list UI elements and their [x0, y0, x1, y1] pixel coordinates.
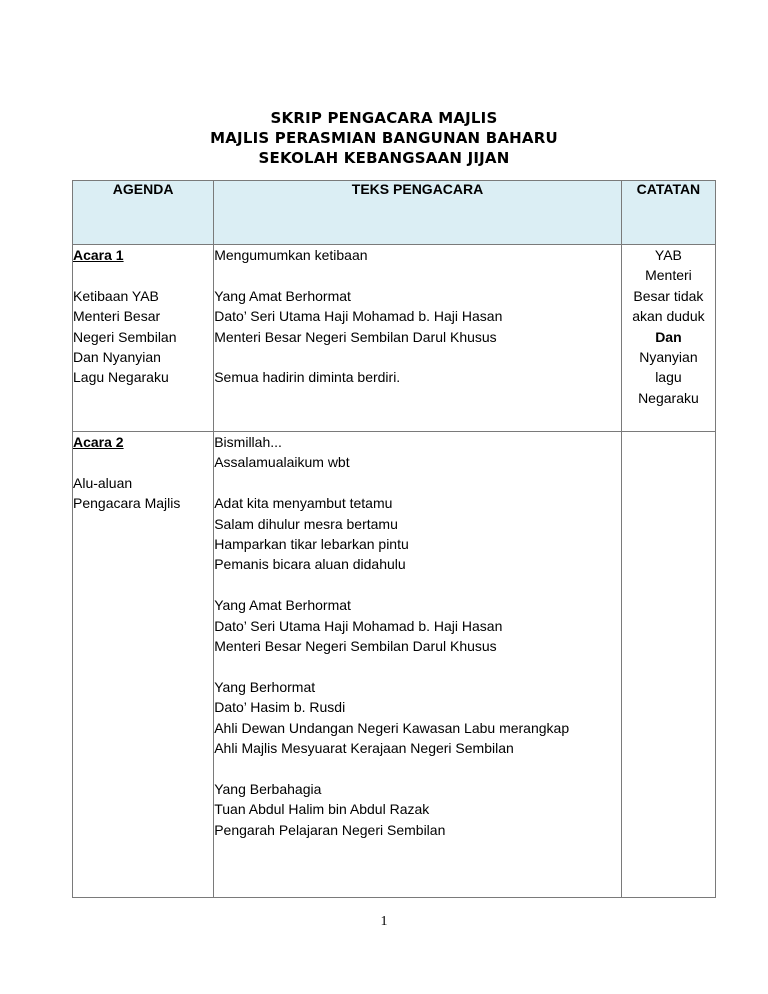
script-line: Assalamualaikum wbt	[214, 454, 350, 471]
note-line: lagu	[655, 369, 682, 386]
script-line: Menteri Besar Negeri Sembilan Darul Khusus	[214, 328, 497, 345]
agenda-line: Ketibaan YAB	[73, 287, 159, 304]
table-row-acara-2	[73, 432, 716, 898]
note-line: akan duduk	[632, 308, 705, 325]
script-line: Ahli Dewan Undangan Negeri Kawasan Labu merangkap	[214, 719, 570, 736]
agenda-cell	[73, 245, 214, 432]
table-header-row	[73, 181, 716, 245]
script-line: Adat kita menyambut tetamu	[214, 495, 393, 512]
script-line: Ahli Majlis Mesyuarat Kerajaan Negeri Sembilan	[214, 740, 514, 757]
script-line: Yang Amat Berhormat	[214, 287, 351, 304]
document-title	[0, 108, 768, 168]
script-line: Menteri Besar Negeri Sembilan Darul Khusus	[214, 638, 497, 655]
script-line: Yang Amat Berhormat	[214, 597, 351, 614]
script-text-cell	[214, 245, 622, 432]
title-line-1: SKRIP PENGACARA MAJLIS	[270, 109, 498, 127]
script-line: Yang Berbahagia	[214, 780, 322, 797]
script-line: Pemanis bicara aluan didahulu	[214, 556, 406, 573]
column-header-catatan: CATATAN	[621, 181, 715, 245]
script-line: Dato’ Seri Utama Haji Mohamad b. Haji Hasan	[214, 308, 503, 325]
agenda-line: Alu-aluan	[73, 474, 133, 491]
agenda-cell	[73, 432, 214, 898]
table-row-acara-1	[73, 245, 716, 432]
agenda-line: Menteri Besar	[73, 308, 161, 325]
notes-cell	[621, 432, 715, 898]
agenda-line: Pengacara Majlis	[73, 495, 181, 512]
script-line: Semua hadirin diminta berdiri.	[214, 369, 401, 386]
script-line: Dato’ Seri Utama Haji Mohamad b. Haji Hasan	[214, 617, 503, 634]
title-line-3: SEKOLAH KEBANGSAAN JIJAN	[258, 149, 510, 167]
script-line: Mengumumkan ketibaan	[214, 247, 368, 263]
page-number: 1	[380, 914, 388, 929]
column-header-teks-pengacara: TEKS PENGACARA	[214, 181, 622, 245]
title-line-2: MAJLIS PERASMIAN BANGUNAN BAHARU	[210, 129, 558, 147]
agenda-table	[72, 180, 716, 898]
note-line: Menteri	[645, 267, 692, 284]
script-line: Tuan Abdul Halim bin Abdul Razak	[214, 801, 430, 818]
notes-cell	[621, 245, 715, 432]
note-line: Dan	[655, 328, 682, 345]
note-line: YAB	[654, 247, 682, 263]
note-line: Besar tidak	[633, 287, 704, 304]
script-line: Dato’ Hasim b. Rusdi	[214, 699, 346, 716]
script-line: Pengarah Pelajaran Negeri Sembilan	[214, 821, 446, 838]
acara-label: Acara 2	[73, 434, 124, 450]
column-header-agenda: AGENDA	[73, 181, 214, 245]
acara-label: Acara 1	[73, 247, 124, 263]
script-line: Bismillah...	[214, 434, 282, 450]
agenda-line: Dan Nyanyian	[73, 349, 161, 366]
note-line: Negaraku	[638, 389, 699, 406]
script-line: Salam dihulur mesra bertamu	[214, 515, 398, 532]
script-line: Hamparkan tikar lebarkan pintu	[214, 536, 409, 553]
agenda-line: Negeri Sembilan	[73, 328, 177, 345]
note-line: Nyanyian	[639, 349, 698, 366]
agenda-line: Lagu Negaraku	[73, 369, 169, 386]
script-text-cell	[214, 432, 622, 898]
script-line: Yang Berhormat	[214, 678, 316, 695]
